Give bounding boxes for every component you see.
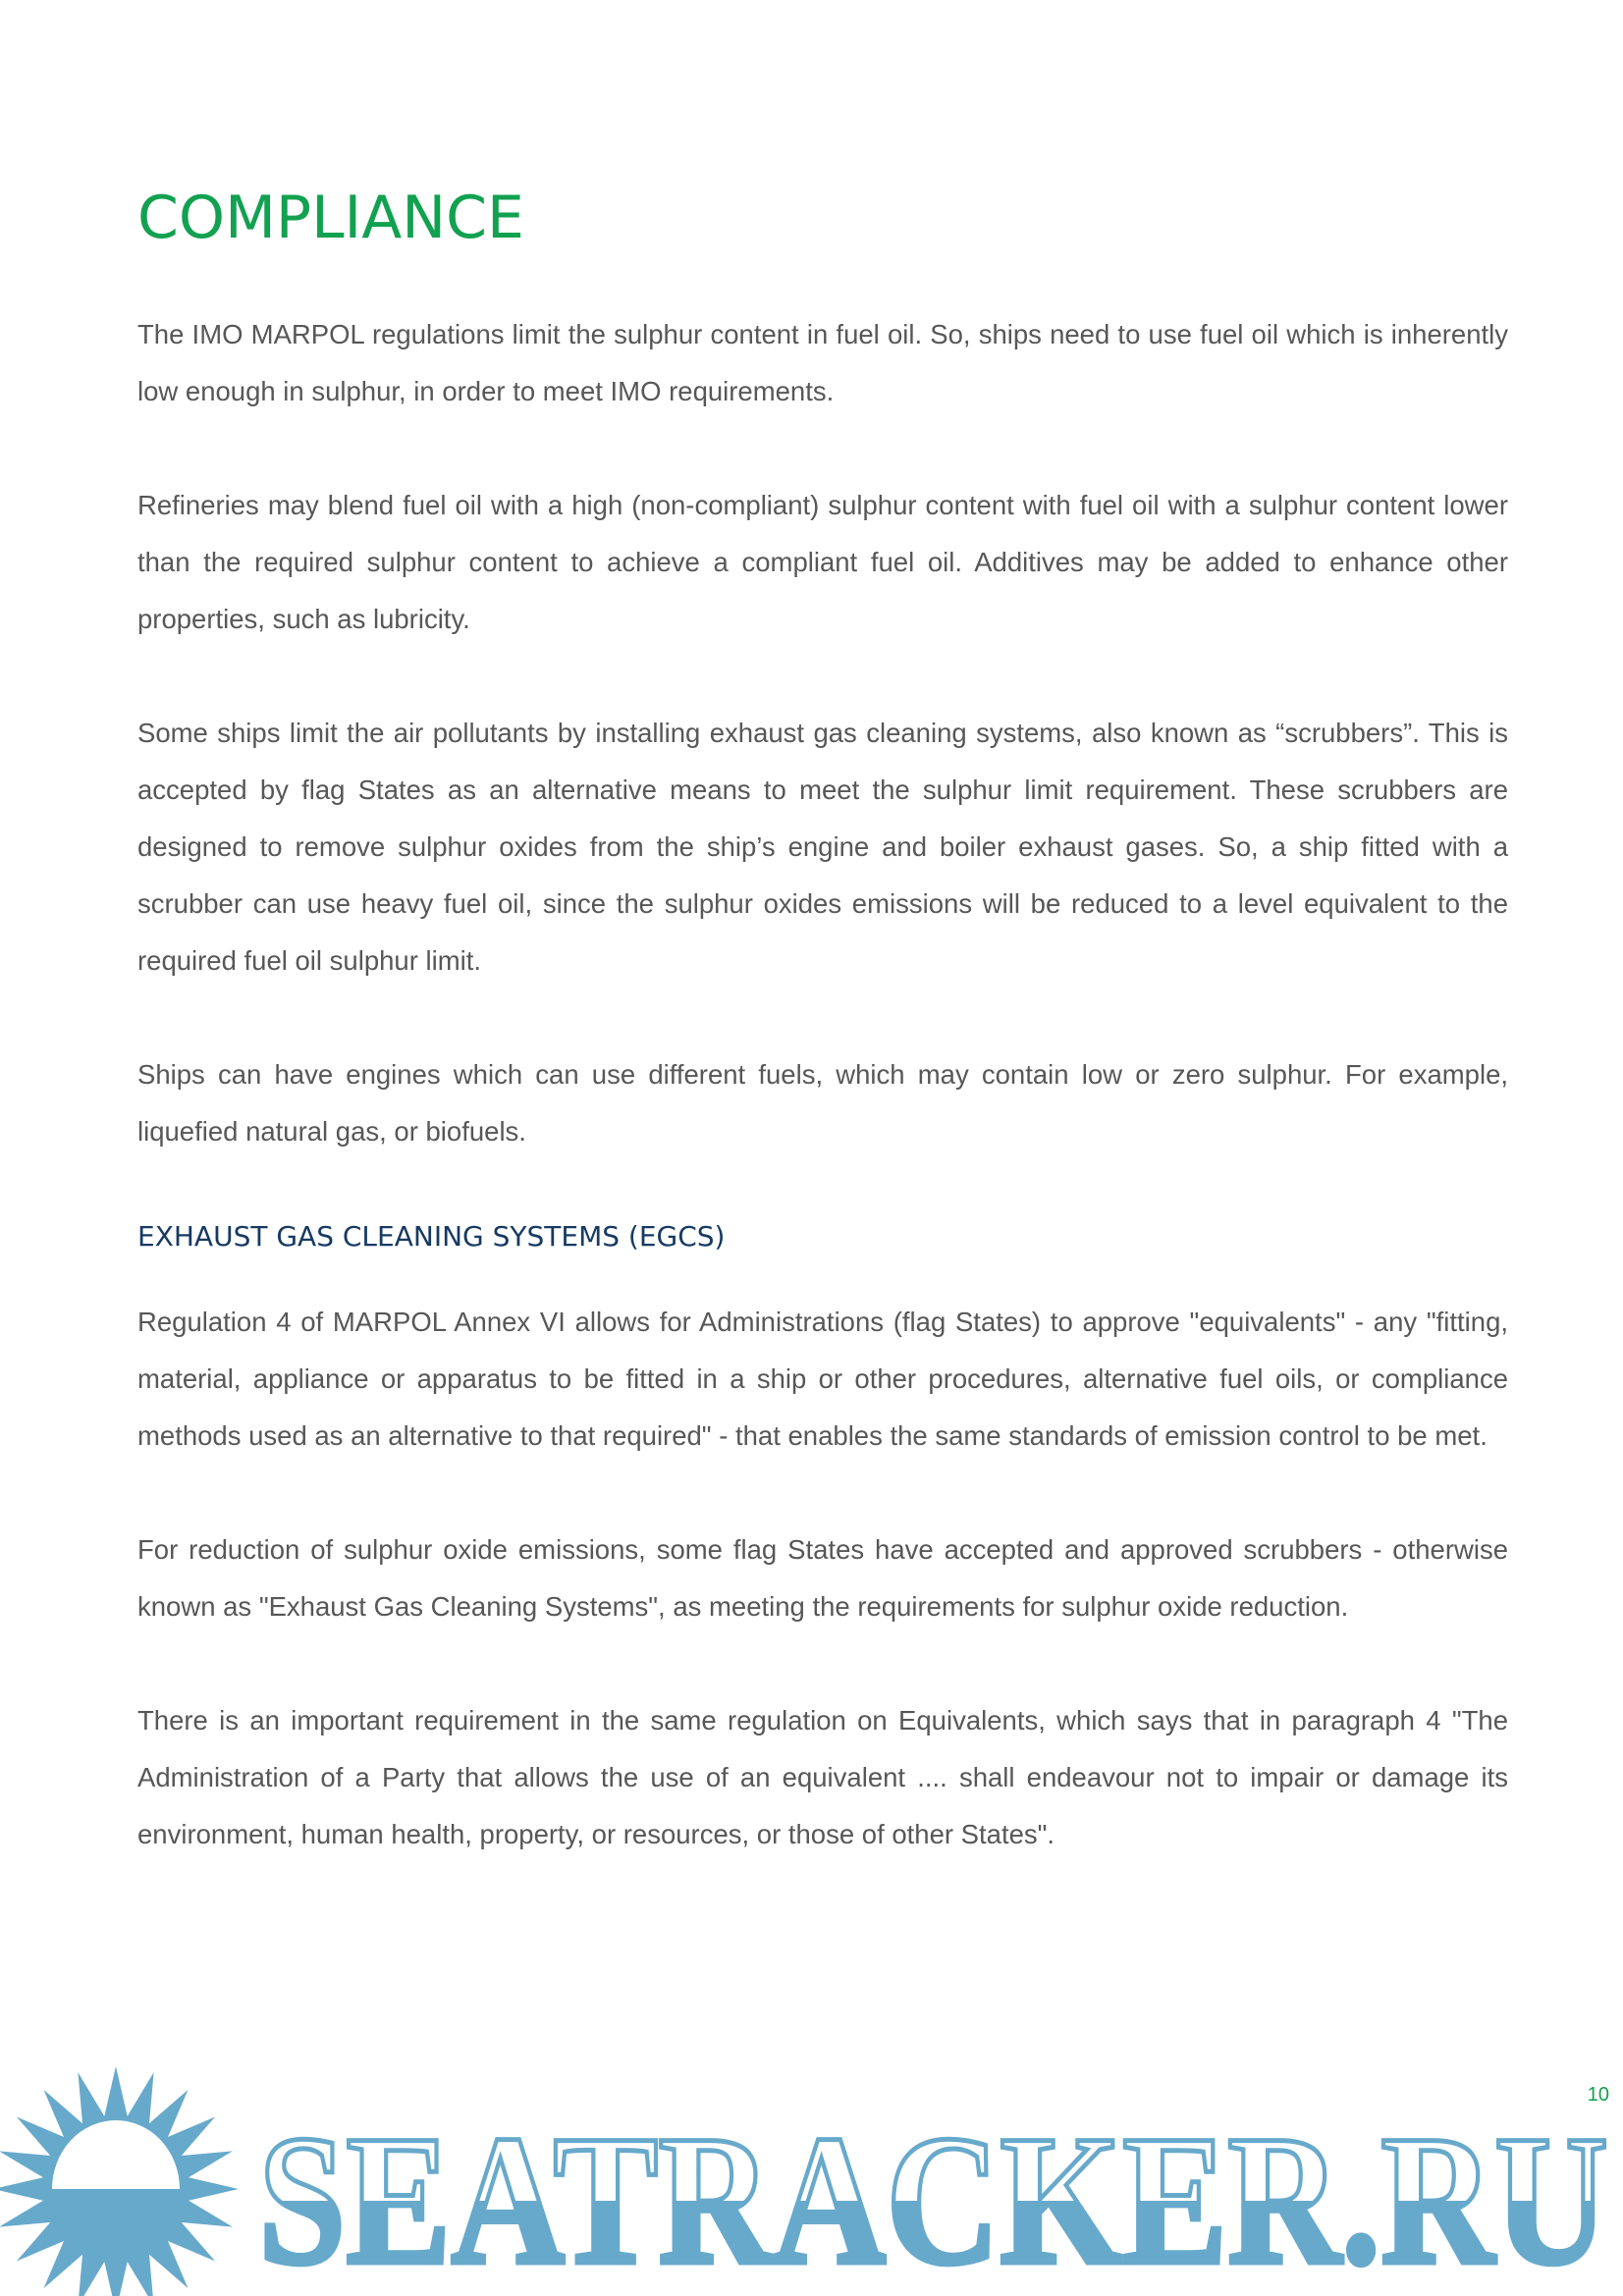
seatracker-watermark-logo (0, 2061, 1623, 2296)
sun-burst-icon (0, 2066, 239, 2296)
page-body (137, 306, 1508, 1920)
watermark-text: SEATRACKER.RU (258, 2098, 1608, 2296)
page-title: COMPLIANCE (137, 184, 524, 252)
paragraph: Regulation 4 of MARPOL Annex VI allows for Administrations (flag States) to approve "equivalents" - any "fitting, material, appliance or apparatus to be fitted in a ship or other procedures, alternative fuel oils, or compliance methods used as an alternative to that required" - that enables the same standards of emission control to be met. (137, 1307, 1508, 1451)
paragraph: There is an important requirement in the same regulation on Equivalents, which says that in paragraph 4 "The Administration of a Party that allows the use of an equivalent .... shall endeavour not to impair or damage its environment, human health, property, or resources, or those of other States". (137, 1705, 1508, 1849)
paragraph: Ships can have engines which can use different fuels, which may contain low or zero sulphur. For example, liquefied natural gas, or biofuels. (137, 1059, 1508, 1147)
paragraph: Some ships limit the air pollutants by installing exhaust gas cleaning systems, also known as “scrubbers”. This is accepted by flag States as an alternative means to meet the sulphur limit requirement. These scrubbers are designed to remove sulphur oxides from the ship’s engine and boiler exhaust gases. So, a ship fitted with a scrubber can use heavy fuel oil, since the sulphur oxides emissions will be reduced to a level equivalent to the required fuel oil sulphur limit. (137, 718, 1508, 976)
page-number: 10 (1587, 2084, 1609, 2106)
paragraph: For reduction of sulphur oxide emissions, some flag States have accepted and approved scrubbers - otherwise known as "Exhaust Gas Cleaning Systems", as meeting the requirements for sulphur oxide reduction. (137, 1534, 1508, 1622)
paragraph: The IMO MARPOL regulations limit the sulphur content in fuel oil. So, ships need to use fuel oil which is inherently low enough in sulphur, in order to meet IMO requirements. (137, 319, 1508, 406)
section-heading: EXHAUST GAS CLEANING SYSTEMS (EGCS) (137, 1220, 726, 1253)
paragraph: Refineries may blend fuel oil with a high (non-compliant) sulphur content with fuel oil with a sulphur content lower than the required sulphur content to achieve a compliant fuel oil. Additives may be added to enhance other properties, such as lubricity. (137, 490, 1508, 634)
